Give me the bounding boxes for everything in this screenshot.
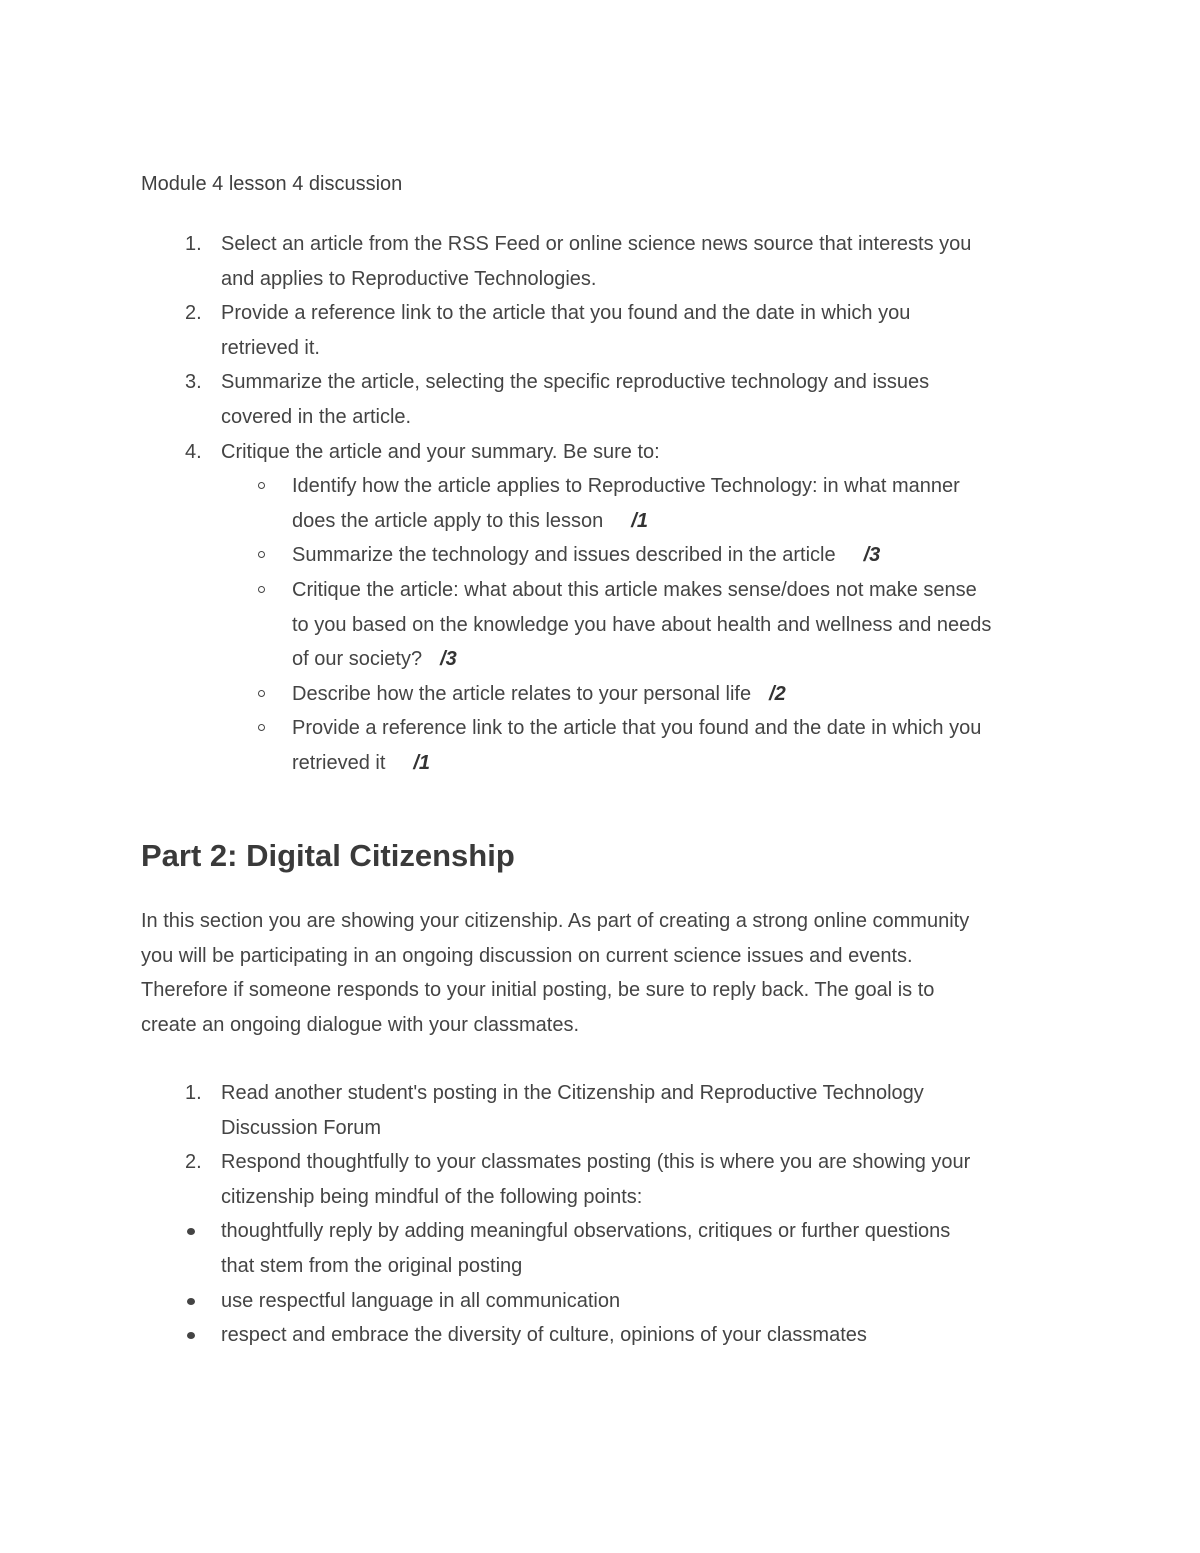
bullet-item	[141, 1318, 1061, 1353]
score-label: /3	[440, 648, 457, 671]
bullet-item	[141, 1284, 1061, 1319]
section-heading: Part 2: Digital Citizenship	[141, 838, 515, 873]
intro-paragraph	[141, 904, 1061, 1042]
item-text: citizenship being mindful of the following points:	[221, 1185, 643, 1208]
score-label: /2	[769, 682, 786, 705]
bullet-dot-icon	[187, 1298, 195, 1305]
item-text: thoughtfully reply by adding meaningful observations, critiques or further questions	[221, 1220, 951, 1243]
item-text: covered in the article.	[221, 405, 412, 428]
citizenship-list	[141, 1076, 1061, 1353]
instructions-list	[141, 227, 1061, 781]
bullet-dot-icon	[187, 1228, 195, 1235]
paragraph-line: create an ongoing dialogue with your classmates.	[141, 1013, 580, 1036]
list-item	[141, 1076, 1061, 1145]
list-item	[141, 365, 1061, 434]
sublist-item	[141, 538, 1061, 573]
circle-bullet-icon	[258, 690, 265, 697]
sublist-item	[141, 677, 1061, 712]
item-text: retrieved it.	[221, 336, 320, 359]
item-text: Read another student's posting in the Citizenship and Reproductive Technology	[221, 1082, 924, 1104]
item-text: to you based on the knowledge you have about health and wellness and needs	[292, 613, 992, 636]
item-text: respect and embrace the diversity of culture, opinions of your classmates	[221, 1324, 867, 1347]
list-item	[141, 435, 1061, 470]
paragraph-line: Therefore if someone responds to your initial posting, be sure to reply back. The goal is to	[141, 979, 935, 1002]
item-number: 2.	[185, 1151, 202, 1174]
circle-bullet-icon	[258, 482, 265, 489]
score-label: /1	[413, 751, 431, 774]
list-item	[141, 296, 1061, 365]
item-number: 3.	[185, 371, 202, 394]
item-number: 4.	[185, 440, 202, 463]
sublist-item	[141, 573, 1061, 677]
item-text: Describe how the article relates to your personal life	[292, 682, 752, 705]
item-text: Select an article from the RSS Feed or online science news source that interests you	[221, 233, 972, 255]
item-text: Respond thoughtfully to your classmates posting (this is where you are showing your	[221, 1151, 971, 1174]
item-text: that stem from the original posting	[221, 1254, 523, 1277]
bullet-item	[141, 1214, 1061, 1283]
list-item	[141, 227, 1061, 296]
item-text: Summarize the technology and issues described in the article	[292, 544, 836, 567]
list-item	[141, 1145, 1061, 1214]
item-text: does the article apply to this lesson	[292, 509, 604, 532]
bullet-dot-icon	[187, 1332, 195, 1339]
item-text: of our society?	[292, 648, 423, 671]
circle-bullet-icon	[258, 551, 265, 558]
document-title: Module 4 lesson 4 discussion	[141, 173, 403, 195]
item-text: use respectful language in all communication	[221, 1289, 621, 1312]
item-number: 2.	[185, 302, 202, 325]
score-label: /3	[863, 544, 881, 567]
item-number: 1.	[185, 1082, 202, 1104]
item-text: Summarize the article, selecting the specific reproductive technology and issues	[221, 371, 930, 394]
circle-bullet-icon	[258, 724, 265, 731]
paragraph-line: In this section you are showing your citizenship. As part of creating a strong online community	[141, 910, 970, 932]
item-text: and applies to Reproductive Technologies.	[221, 267, 597, 290]
score-label: /1	[631, 509, 648, 532]
item-text: Critique the article: what about this article makes sense/does not make sense	[292, 578, 977, 601]
sublist-item	[141, 469, 1061, 538]
sublist-item	[141, 711, 1061, 780]
item-text: Identify how the article applies to Reproductive Technology: in what manner	[292, 475, 960, 498]
paragraph-line: you will be participating in an ongoing discussion on current science issues and events.	[141, 944, 913, 967]
item-text: Provide a reference link to the article that you found and the date in which you	[292, 717, 982, 740]
item-text: Provide a reference link to the article that you found and the date in which you	[221, 302, 911, 325]
item-text: Discussion Forum	[221, 1116, 382, 1139]
critique-sublist	[141, 469, 1061, 780]
item-text: Critique the article and your summary. Be sure to:	[221, 440, 660, 463]
circle-bullet-icon	[258, 586, 265, 593]
item-text: retrieved it	[292, 751, 386, 774]
item-number: 1.	[185, 233, 202, 255]
